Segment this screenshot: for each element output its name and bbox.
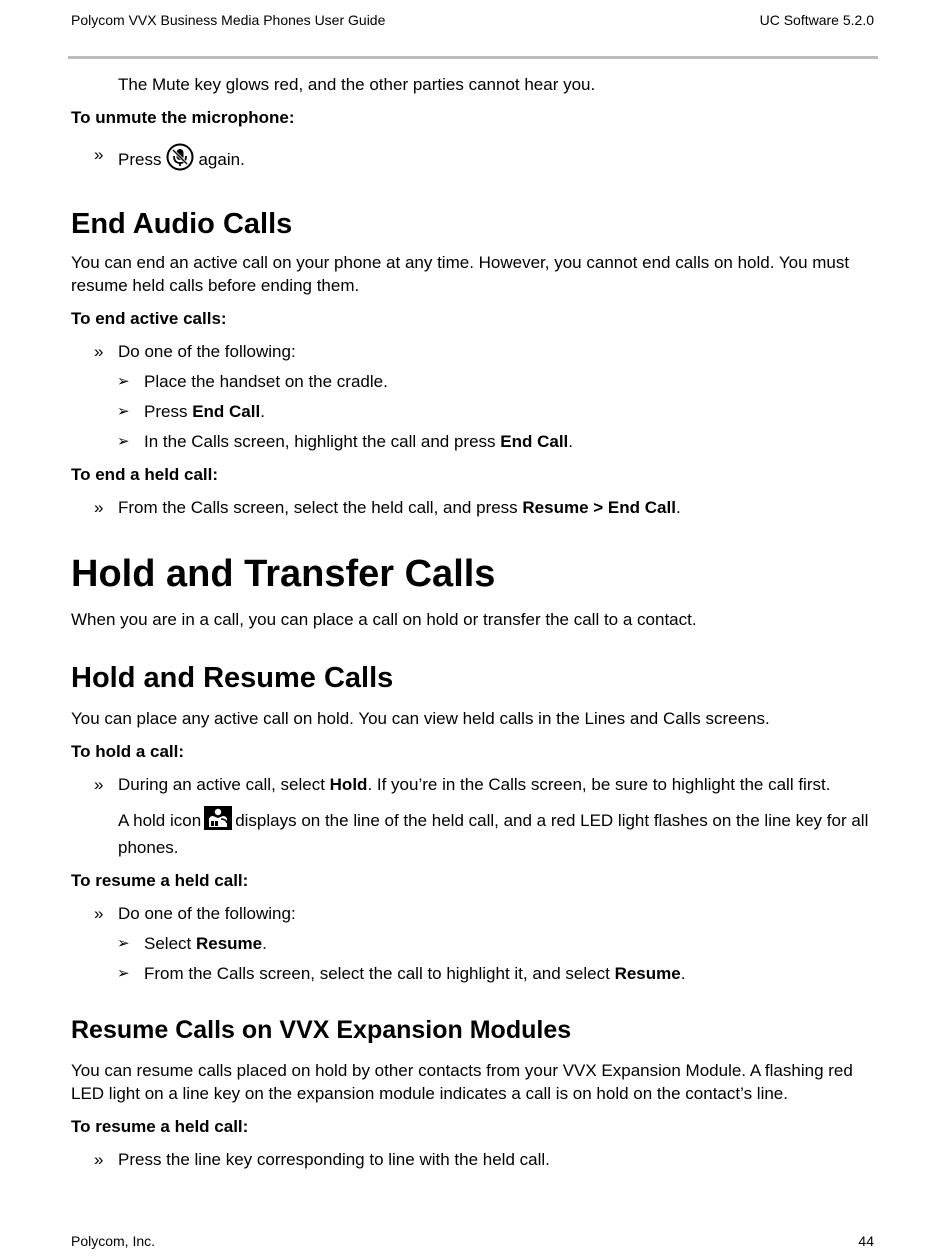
hold-resume-heading: Hold and Resume Calls: [71, 662, 394, 694]
step-suffix: . If you’re in the Calls screen, be sure to highlight the call first.: [367, 775, 831, 794]
hold-icon-note: [118, 806, 876, 859]
option-suffix: .: [568, 432, 574, 451]
option-suffix: .: [262, 934, 267, 953]
resume-end-call-keys: Resume > End Call: [522, 498, 676, 517]
expansion-resume-heading: To resume a held call:: [71, 1117, 249, 1136]
end-audio-calls-heading: End Audio Calls: [71, 208, 293, 240]
end-held-step: [71, 496, 876, 519]
resume-option-1: [71, 932, 876, 955]
header-title: Polycom VVX Business Media Phones User Guide: [71, 12, 386, 28]
end-call-key: End Call: [500, 432, 569, 451]
step-marker: »: [94, 342, 104, 361]
end-active-option-3: [71, 430, 876, 453]
microphone-mute-icon: [166, 143, 194, 177]
step-marker: »: [94, 904, 104, 923]
step-text: From the Calls screen, select the held call, and press: [118, 498, 523, 517]
unmute-step: [71, 143, 876, 177]
sub-marker: ➢: [117, 403, 130, 420]
sub-marker: ➢: [117, 935, 130, 952]
end-audio-intro: You can end an active call on your phone at any time. However, you cannot end calls on hold. You must resume held calls before ending them.: [71, 253, 850, 295]
hold-key: Hold: [329, 775, 368, 794]
expansion-intro: You can resume calls placed on hold by other contacts from your VVX Expansion Module. A flashing red LED light on a line key on the expansion module indicates a call is on hold on the contact’s line.: [71, 1061, 853, 1103]
end-active-option-2: [71, 400, 876, 423]
option-text: Place the handset on the cradle.: [144, 372, 388, 391]
option-text: In the Calls screen, highlight the call and press: [144, 432, 501, 451]
expansion-resume-step: [71, 1148, 876, 1171]
end-held-heading: To end a held call:: [71, 465, 219, 484]
resume-call-step: [71, 902, 876, 925]
hold-resume-intro: You can place any active call on hold. You can view held calls in the Lines and Calls screens.: [71, 709, 770, 728]
end-active-option-1: [71, 370, 876, 393]
mute-result-text: The Mute key glows red, and the other parties cannot hear you.: [118, 75, 596, 94]
resume-option-2: [71, 962, 876, 985]
option-suffix: .: [260, 402, 265, 421]
resume-key: Resume: [614, 964, 681, 983]
header-version: UC Software 5.2.0: [759, 12, 874, 28]
hold-icon: [204, 806, 232, 836]
hold-call-step: [71, 773, 876, 796]
expansion-modules-heading: Resume Calls on VVX Expansion Modules: [71, 1016, 572, 1044]
hold-transfer-intro: When you are in a call, you can place a call on hold or transfer the call to a contact.: [71, 610, 697, 629]
footer-company: Polycom, Inc.: [71, 1233, 156, 1249]
footer-page-number: 44: [858, 1233, 874, 1249]
sub-marker: ➢: [117, 965, 130, 982]
do-one-text: Do one of the following:: [118, 342, 296, 361]
end-call-key: End Call: [192, 402, 261, 421]
step-marker: »: [94, 145, 104, 164]
press-suffix: again.: [198, 150, 245, 169]
press-label: Press: [118, 150, 162, 169]
option-text: From the Calls screen, select the call to highlight it, and select: [144, 964, 615, 983]
option-suffix: .: [680, 964, 686, 983]
do-one-text: Do one of the following:: [118, 904, 296, 923]
sub-marker: ➢: [117, 373, 130, 390]
note-text: displays on the line of the held call, and a red LED light flashes on the line key for all phones.: [118, 811, 869, 857]
step-marker: »: [94, 498, 104, 517]
option-text: Press: [144, 402, 193, 421]
end-active-step: [71, 340, 876, 363]
step-marker: »: [94, 775, 104, 794]
resume-call-heading: To resume a held call:: [71, 871, 249, 890]
step-marker: »: [94, 1150, 104, 1169]
sub-marker: ➢: [117, 433, 130, 450]
hold-call-heading: To hold a call:: [71, 742, 185, 761]
step-text: Press the line key corresponding to line with the held call.: [118, 1150, 550, 1169]
step-text: During an active call, select: [118, 775, 330, 794]
step-suffix: .: [675, 498, 681, 517]
option-text: Select: [144, 934, 196, 953]
header-rule: [68, 56, 878, 59]
unmute-procedure-heading: To unmute the microphone:: [71, 108, 295, 127]
resume-key: Resume: [195, 934, 263, 953]
content: [71, 73, 876, 1171]
hold-transfer-heading: Hold and Transfer Calls: [71, 553, 496, 595]
end-active-heading: To end active calls:: [71, 309, 227, 328]
note-text: A hold icon: [118, 811, 202, 830]
